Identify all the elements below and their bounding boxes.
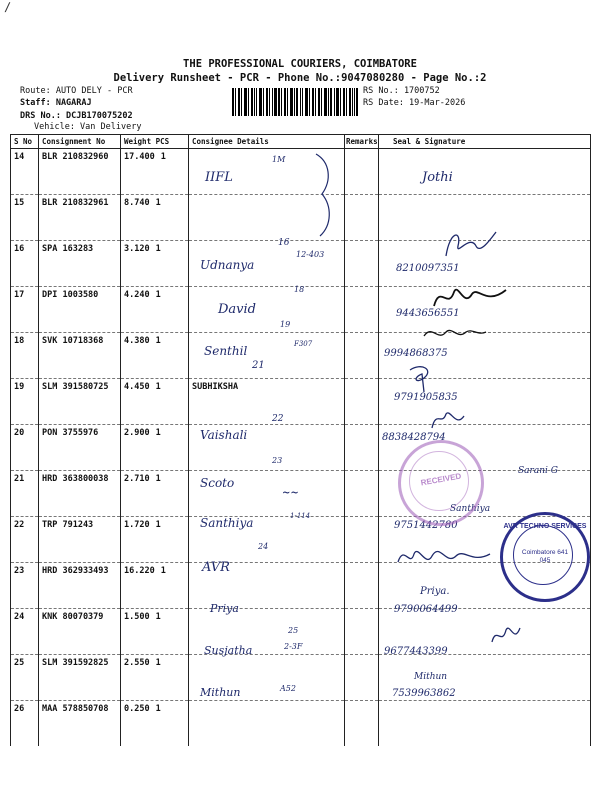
weight-value: 1.720 — [124, 520, 150, 530]
handwriting-r16-note: 16 — [278, 238, 290, 248]
handwriting-r26-name: Mithun — [200, 686, 241, 699]
pcs-value: 1 — [155, 520, 161, 530]
row-weight — [121, 517, 189, 563]
row-sno: 17 — [11, 287, 39, 333]
row-consignment: BLR 210832960 — [39, 149, 121, 195]
row-sno: 20 — [11, 425, 39, 471]
handwriting-r20-phone: 8838428794 — [382, 432, 446, 443]
drs-info: DRS No.: DCJB170075202 — [20, 111, 133, 121]
handwriting-r23-name: AVR — [202, 560, 230, 575]
runsheet-subtitle: Delivery Runsheet - PCR - Phone No.:9047080280 - Page No.:2 — [113, 72, 487, 84]
signature-r18-icon — [422, 322, 488, 344]
row-weight — [121, 701, 189, 747]
row-consignment: BLR 210832961 — [39, 195, 121, 241]
col-sno: S No — [11, 135, 39, 149]
weight-value: 2.900 — [124, 428, 150, 438]
scribble-mark-icon: ~~ — [282, 488, 299, 499]
row-weight — [121, 241, 189, 287]
weight-value: 4.380 — [124, 336, 150, 346]
col-seal-signature: Seal & Signature — [379, 135, 591, 149]
weight-value: 0.250 — [124, 704, 150, 714]
weight-value: 3.120 — [124, 244, 150, 254]
col-consignee: Consignee Details — [189, 135, 345, 149]
rs-date: RS Date: 19-Mar-2026 — [363, 98, 466, 108]
handwriting-r16-flat: 12-403 — [296, 250, 325, 259]
row-remarks — [345, 655, 379, 701]
row-sno: 25 — [11, 655, 39, 701]
row-weight — [121, 195, 189, 241]
table-row — [11, 195, 591, 241]
handwriting-r20-name: Vaishali — [200, 428, 248, 442]
weight-value: 1.500 — [124, 612, 150, 622]
avr-techno-stamp — [500, 512, 590, 602]
pcs-value: 1 — [155, 382, 161, 392]
row-sno: 19 — [11, 379, 39, 425]
row-sno: 23 — [11, 563, 39, 609]
handwriting-r25-note: 25 — [288, 626, 299, 635]
weight-value: 4.450 — [124, 382, 150, 392]
signature-r23-icon — [396, 538, 492, 572]
row-weight — [121, 149, 189, 195]
handwriting-r22-flat: 1-114 — [290, 512, 311, 520]
handwriting-r21-note: 23 — [272, 456, 283, 465]
table-row — [11, 379, 591, 425]
received-stamp-text: RECEIVED — [420, 471, 462, 488]
handwriting-r25-name: Susjatha — [204, 644, 253, 657]
weight-value: 2.710 — [124, 474, 150, 484]
table-row — [11, 425, 591, 471]
pcs-value: 1 — [155, 612, 161, 622]
row-weight — [121, 563, 189, 609]
handwriting-r18-phone: 9994868375 — [384, 348, 448, 359]
pcs-value: 1 — [155, 336, 161, 346]
row-consignment: HRD 363800038 — [39, 471, 121, 517]
rs-number: RS No.: 1700752 — [363, 86, 440, 96]
table-row — [11, 241, 591, 287]
handwriting-r16-name: Udnanya — [200, 258, 255, 272]
table-row — [11, 655, 591, 701]
table-header-row — [11, 135, 591, 149]
row-sno: 16 — [11, 241, 39, 287]
handwriting-r24-name: Priya — [210, 602, 239, 615]
row-remarks — [345, 333, 379, 379]
col-weight-pcs — [121, 135, 189, 149]
row-consignment: SVK 10718368 — [39, 333, 121, 379]
avr-stamp-text: AVR TECHNO SERVICES — [503, 523, 587, 530]
row-remarks — [345, 563, 379, 609]
row-consignment: TRP 791243 — [39, 517, 121, 563]
weight-value: 17.400 — [124, 152, 155, 162]
handwriting-r17-note: 18 — [294, 285, 305, 294]
signature-r17-icon — [430, 282, 510, 312]
runsheet-table — [10, 134, 591, 746]
handwriting-r18-note: 19 — [280, 320, 291, 329]
row-sno: 14 — [11, 149, 39, 195]
handwriting-r20-note: 22 — [272, 414, 284, 424]
row-weight — [121, 379, 189, 425]
row-remarks — [345, 149, 379, 195]
row-consignment: SPA 163283 — [39, 241, 121, 287]
handwriting-r17-phone: 9443656551 — [396, 308, 460, 319]
row-consignment: MAA 578850708 — [39, 701, 121, 747]
row-sno: 21 — [11, 471, 39, 517]
staff-info: Staff: NAGARAJ — [20, 98, 92, 108]
row-consignment: DPI 1003580 — [39, 287, 121, 333]
handwriting-r23-note: 24 — [258, 542, 269, 551]
col-weight: Weight — [124, 137, 152, 146]
row-weight — [121, 609, 189, 655]
handwriting-r19-note: 21 — [252, 360, 265, 371]
row-sno: 18 — [11, 333, 39, 379]
signature-r25-icon — [488, 620, 524, 650]
handwriting-r16-phone: 8210097351 — [396, 263, 460, 274]
row-signature — [379, 701, 591, 747]
signature-r16-icon — [440, 226, 500, 262]
pcs-value: 1 — [155, 704, 161, 714]
pcs-value: 1 — [160, 152, 166, 162]
handwriting-r18-name: Senthil — [204, 344, 248, 358]
corner-mark: ∕ — [4, 0, 12, 14]
row-weight — [121, 333, 189, 379]
table-row — [11, 471, 591, 517]
row-remarks — [345, 195, 379, 241]
row-consignment: SLM 391580725 — [39, 379, 121, 425]
handwriting-r21-name: Scoto — [200, 476, 235, 490]
col-remarks: Remarks — [345, 135, 379, 149]
pcs-value: 1 — [155, 658, 161, 668]
row-remarks — [345, 425, 379, 471]
pcs-value: 1 — [160, 566, 166, 576]
handwriting-r14-name: IIFL — [205, 170, 233, 185]
handwriting-r26-flat: A52 — [280, 684, 296, 693]
pcs-value: 1 — [155, 290, 161, 300]
row-remarks — [345, 517, 379, 563]
vehicle-info: Vehicle: Van Delivery — [34, 122, 142, 132]
row-remarks — [345, 471, 379, 517]
handwriting-r17-name: David — [218, 302, 256, 317]
handwriting-r26-sig: Mithun — [414, 672, 448, 682]
signature-r20-icon — [428, 406, 468, 432]
handwriting-r22-sig: Santhiya — [450, 504, 491, 514]
row-sno: 15 — [11, 195, 39, 241]
handwriting-r21-sig: Sarani G — [518, 466, 558, 476]
handwriting-r24-sig: Priya. — [420, 586, 450, 597]
row-sno: 26 — [11, 701, 39, 747]
row-weight — [121, 287, 189, 333]
table-row — [11, 701, 591, 747]
weight-value: 2.550 — [124, 658, 150, 668]
route-info: Route: AUTO DELY - PCR — [20, 86, 133, 96]
row-weight — [121, 471, 189, 517]
col-consignment: Consignment No — [39, 135, 121, 149]
row-consignment: KNK 80070379 — [39, 609, 121, 655]
row-remarks — [345, 287, 379, 333]
handwriting-r22-name: Santhiya — [200, 516, 254, 530]
row-sno: 22 — [11, 517, 39, 563]
handwriting-r22-phone: 9751442780 — [394, 520, 458, 531]
brace-mark-icon — [310, 150, 340, 240]
row-remarks — [345, 701, 379, 747]
handwriting-r18-flat: F307 — [294, 340, 313, 348]
table-row — [11, 149, 591, 195]
row-consignment: PON 3755976 — [39, 425, 121, 471]
company-title: THE PROFESSIONAL COURIERS, COIMBATORE — [183, 58, 417, 70]
row-signature — [379, 149, 591, 195]
handwriting-r19-phone: 9791905835 — [394, 392, 458, 403]
row-weight — [121, 425, 189, 471]
row-consignee — [189, 701, 345, 747]
handwriting-r24-phone: 9790064499 — [394, 604, 458, 615]
handwriting-r25-phone: 9677443399 — [384, 646, 448, 657]
row-weight — [121, 655, 189, 701]
handwriting-r26-phone: 7539963862 — [392, 688, 456, 699]
row-remarks — [345, 609, 379, 655]
avr-stamp-place: Coimbatore 641 045 — [521, 549, 569, 565]
weight-value: 16.220 — [124, 566, 155, 576]
weight-value: 4.240 — [124, 290, 150, 300]
row-remarks — [345, 379, 379, 425]
received-stamp — [398, 440, 484, 526]
handwriting-r25-flat: 2-3F — [284, 642, 303, 651]
handwriting-r14-note: 1M — [272, 155, 286, 164]
row-consignee: SUBHIKSHA — [189, 379, 345, 425]
pcs-value: 1 — [155, 428, 161, 438]
pcs-value: 1 — [155, 474, 161, 484]
handwriting-r14-sig: Jothi — [422, 170, 453, 185]
row-consignment: HRD 362933493 — [39, 563, 121, 609]
pcs-value: 1 — [155, 198, 161, 208]
row-remarks — [345, 241, 379, 287]
row-consignment: SLM 391592825 — [39, 655, 121, 701]
col-pcs: PCS — [155, 137, 170, 146]
row-sno: 24 — [11, 609, 39, 655]
signature-r19-icon — [404, 362, 444, 394]
barcode-image — [232, 88, 358, 116]
pcs-value: 1 — [155, 244, 161, 254]
weight-value: 8.740 — [124, 198, 150, 208]
row-consignee — [189, 287, 345, 333]
